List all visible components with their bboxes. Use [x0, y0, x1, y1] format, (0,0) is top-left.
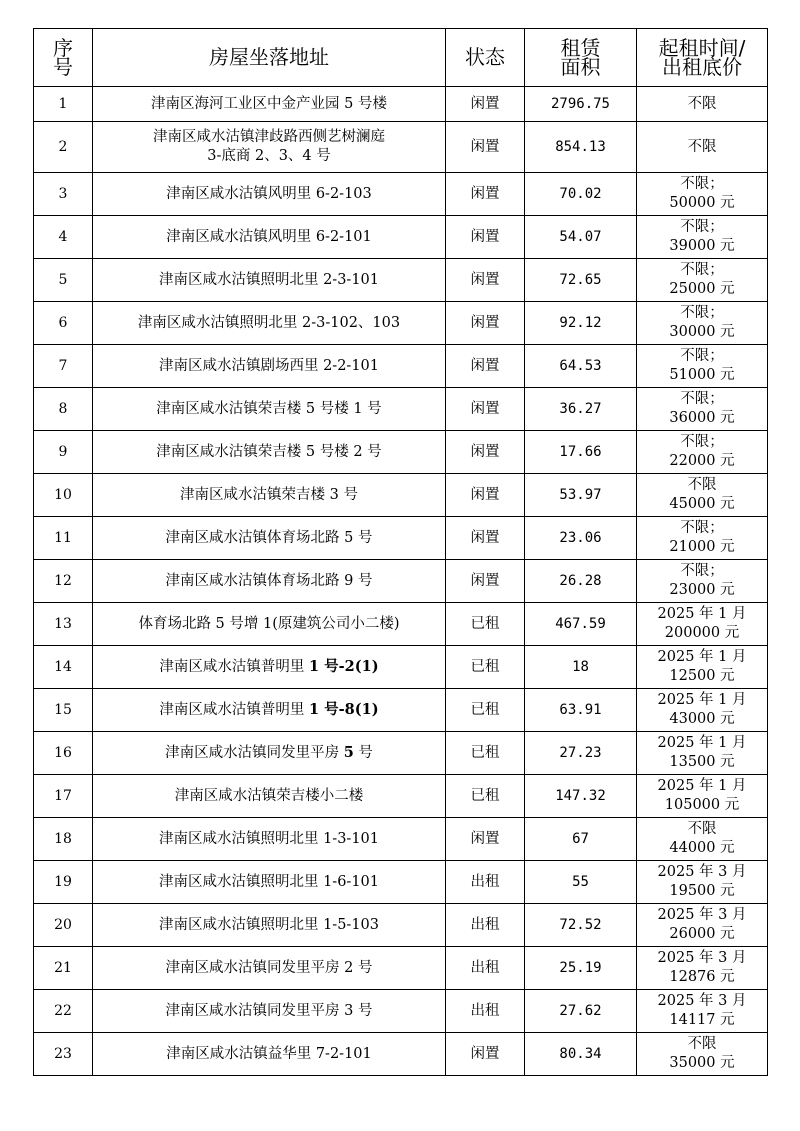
terms-cell: 不限； 36000 元 — [637, 388, 768, 431]
status-cell: 已租 — [446, 689, 525, 732]
serial-number-cell: 19 — [34, 861, 93, 904]
status-cell: 已租 — [446, 646, 525, 689]
serial-number-cell: 21 — [34, 947, 93, 990]
table-row — [34, 302, 768, 345]
status-cell: 闲置 — [446, 87, 525, 122]
address-cell: 津南区咸水沽镇同发里平房 3 号 — [93, 990, 446, 1033]
area-cell: 72.52 — [525, 904, 637, 947]
address-cell: 津南区咸水沽镇体育场北路 5 号 — [93, 517, 446, 560]
status-cell: 闲置 — [446, 818, 525, 861]
address-cell: 津南区咸水沽镇照明北里 2-3-102、103 — [93, 302, 446, 345]
status-cell: 闲置 — [446, 302, 525, 345]
area-cell: 70.02 — [525, 173, 637, 216]
table-row — [34, 87, 768, 122]
terms-cell: 2025 年 1 月 105000 元 — [637, 775, 768, 818]
table-row — [34, 732, 768, 775]
status-cell: 闲置 — [446, 345, 525, 388]
status-cell: 闲置 — [446, 517, 525, 560]
address-cell: 津南区咸水沽镇照明北里 1-5-103 — [93, 904, 446, 947]
table-row — [34, 517, 768, 560]
address-cell: 津南区咸水沽镇剧场西里 2-2-101 — [93, 345, 446, 388]
terms-cell: 不限； 50000 元 — [637, 173, 768, 216]
terms-cell: 不限； 22000 元 — [637, 431, 768, 474]
table-row — [34, 947, 768, 990]
area-cell: 467.59 — [525, 603, 637, 646]
serial-number-cell: 9 — [34, 431, 93, 474]
serial-number-cell: 7 — [34, 345, 93, 388]
serial-number-cell: 23 — [34, 1033, 93, 1076]
address-cell: 津南区海河工业区中金产业园 5 号楼 — [93, 87, 446, 122]
terms-cell: 2025 年 1 月 43000 元 — [637, 689, 768, 732]
area-cell: 36.27 — [525, 388, 637, 431]
terms-cell: 不限； 23000 元 — [637, 560, 768, 603]
table-row — [34, 1033, 768, 1076]
status-cell: 闲置 — [446, 560, 525, 603]
serial-number-cell: 5 — [34, 259, 93, 302]
serial-number-cell: 14 — [34, 646, 93, 689]
address-cell: 津南区咸水沽镇荣吉楼 5 号楼 2 号 — [93, 431, 446, 474]
table-row — [34, 603, 768, 646]
status-cell: 闲置 — [446, 173, 525, 216]
header-address: 房屋坐落地址 — [93, 29, 446, 87]
table-row — [34, 474, 768, 517]
area-cell: 17.66 — [525, 431, 637, 474]
area-cell: 63.91 — [525, 689, 637, 732]
area-cell: 26.28 — [525, 560, 637, 603]
serial-number-cell: 13 — [34, 603, 93, 646]
terms-cell: 不限； 39000 元 — [637, 216, 768, 259]
serial-number-cell: 10 — [34, 474, 93, 517]
address-cell: 津南区咸水沽镇照明北里 1-3-101 — [93, 818, 446, 861]
area-cell: 25.19 — [525, 947, 637, 990]
terms-cell: 2025 年 3 月 12876 元 — [637, 947, 768, 990]
address-cell: 津南区咸水沽镇体育场北路 9 号 — [93, 560, 446, 603]
table-header-row — [34, 29, 768, 87]
serial-number-cell: 4 — [34, 216, 93, 259]
area-cell: 2796.75 — [525, 87, 637, 122]
serial-number-cell: 1 — [34, 87, 93, 122]
table-row — [34, 431, 768, 474]
table-row — [34, 259, 768, 302]
serial-number-cell: 2 — [34, 122, 93, 173]
terms-cell: 2025 年 1 月 12500 元 — [637, 646, 768, 689]
terms-cell: 2025 年 3 月 26000 元 — [637, 904, 768, 947]
terms-cell: 不限； 51000 元 — [637, 345, 768, 388]
terms-cell: 2025 年 1 月 200000 元 — [637, 603, 768, 646]
table-row — [34, 990, 768, 1033]
area-cell: 27.62 — [525, 990, 637, 1033]
status-cell: 闲置 — [446, 216, 525, 259]
area-cell: 72.65 — [525, 259, 637, 302]
area-cell: 53.97 — [525, 474, 637, 517]
status-cell: 闲置 — [446, 474, 525, 517]
area-cell: 854.13 — [525, 122, 637, 173]
terms-cell: 不限； 21000 元 — [637, 517, 768, 560]
terms-cell: 不限； 25000 元 — [637, 259, 768, 302]
table-row — [34, 216, 768, 259]
area-cell: 54.07 — [525, 216, 637, 259]
serial-number-cell: 22 — [34, 990, 93, 1033]
address-cell: 津南区咸水沽镇普明里 1 号-2(1) — [93, 646, 446, 689]
table-row — [34, 388, 768, 431]
serial-number-cell: 16 — [34, 732, 93, 775]
address-cell: 津南区咸水沽镇普明里 1 号-8(1) — [93, 689, 446, 732]
area-cell: 67 — [525, 818, 637, 861]
header-area: 租赁 面积 — [525, 29, 637, 87]
table-row — [34, 861, 768, 904]
status-cell: 闲置 — [446, 259, 525, 302]
status-cell: 出租 — [446, 947, 525, 990]
status-cell: 出租 — [446, 904, 525, 947]
serial-number-cell: 8 — [34, 388, 93, 431]
table-row — [34, 904, 768, 947]
address-cell: 津南区咸水沽镇荣吉楼 5 号楼 1 号 — [93, 388, 446, 431]
terms-cell: 不限 — [637, 87, 768, 122]
table-row — [34, 689, 768, 732]
table-row — [34, 345, 768, 388]
status-cell: 闲置 — [446, 431, 525, 474]
terms-cell: 不限 35000 元 — [637, 1033, 768, 1076]
area-cell: 80.34 — [525, 1033, 637, 1076]
terms-cell: 不限 — [637, 122, 768, 173]
status-cell: 出租 — [446, 990, 525, 1033]
address-cell: 津南区咸水沽镇津歧路西侧艺树澜庭 3-底商 2、3、4 号 — [93, 122, 446, 173]
table-row — [34, 122, 768, 173]
terms-cell: 不限 44000 元 — [637, 818, 768, 861]
area-cell: 55 — [525, 861, 637, 904]
address-cell: 津南区咸水沽镇同发里平房 5 号 — [93, 732, 446, 775]
table-row — [34, 775, 768, 818]
address-cell: 体育场北路 5 号增 1(原建筑公司小二楼) — [93, 603, 446, 646]
area-cell: 18 — [525, 646, 637, 689]
status-cell: 闲置 — [446, 122, 525, 173]
status-cell: 闲置 — [446, 1033, 525, 1076]
area-cell: 64.53 — [525, 345, 637, 388]
header-status: 状态 — [446, 29, 525, 87]
header-serial-number: 序 号 — [34, 29, 93, 87]
status-cell: 出租 — [446, 861, 525, 904]
address-cell: 津南区咸水沽镇荣吉楼 3 号 — [93, 474, 446, 517]
serial-number-cell: 6 — [34, 302, 93, 345]
status-cell: 已租 — [446, 775, 525, 818]
table-row — [34, 818, 768, 861]
area-cell: 23.06 — [525, 517, 637, 560]
serial-number-cell: 15 — [34, 689, 93, 732]
table-row — [34, 560, 768, 603]
area-cell: 147.32 — [525, 775, 637, 818]
terms-cell: 不限； 30000 元 — [637, 302, 768, 345]
rental-table — [33, 28, 768, 1076]
terms-cell: 2025 年 1 月 13500 元 — [637, 732, 768, 775]
address-cell: 津南区咸水沽镇照明北里 1-6-101 — [93, 861, 446, 904]
terms-cell: 不限 45000 元 — [637, 474, 768, 517]
serial-number-cell: 12 — [34, 560, 93, 603]
serial-number-cell: 17 — [34, 775, 93, 818]
status-cell: 已租 — [446, 603, 525, 646]
table-body — [34, 87, 768, 1076]
area-cell: 27.23 — [525, 732, 637, 775]
address-cell: 津南区咸水沽镇益华里 7-2-101 — [93, 1033, 446, 1076]
serial-number-cell: 18 — [34, 818, 93, 861]
address-cell: 津南区咸水沽镇风明里 6-2-101 — [93, 216, 446, 259]
terms-cell: 2025 年 3 月 14117 元 — [637, 990, 768, 1033]
table-row — [34, 173, 768, 216]
serial-number-cell: 3 — [34, 173, 93, 216]
table-row — [34, 646, 768, 689]
serial-number-cell: 11 — [34, 517, 93, 560]
terms-cell: 2025 年 3 月 19500 元 — [637, 861, 768, 904]
serial-number-cell: 20 — [34, 904, 93, 947]
area-cell: 92.12 — [525, 302, 637, 345]
address-cell: 津南区咸水沽镇荣吉楼小二楼 — [93, 775, 446, 818]
status-cell: 已租 — [446, 732, 525, 775]
address-cell: 津南区咸水沽镇同发里平房 2 号 — [93, 947, 446, 990]
address-cell: 津南区咸水沽镇照明北里 2-3-101 — [93, 259, 446, 302]
status-cell: 闲置 — [446, 388, 525, 431]
header-start-time-floor-price: 起租时间/ 出租底价 — [637, 29, 768, 87]
address-cell: 津南区咸水沽镇风明里 6-2-103 — [93, 173, 446, 216]
